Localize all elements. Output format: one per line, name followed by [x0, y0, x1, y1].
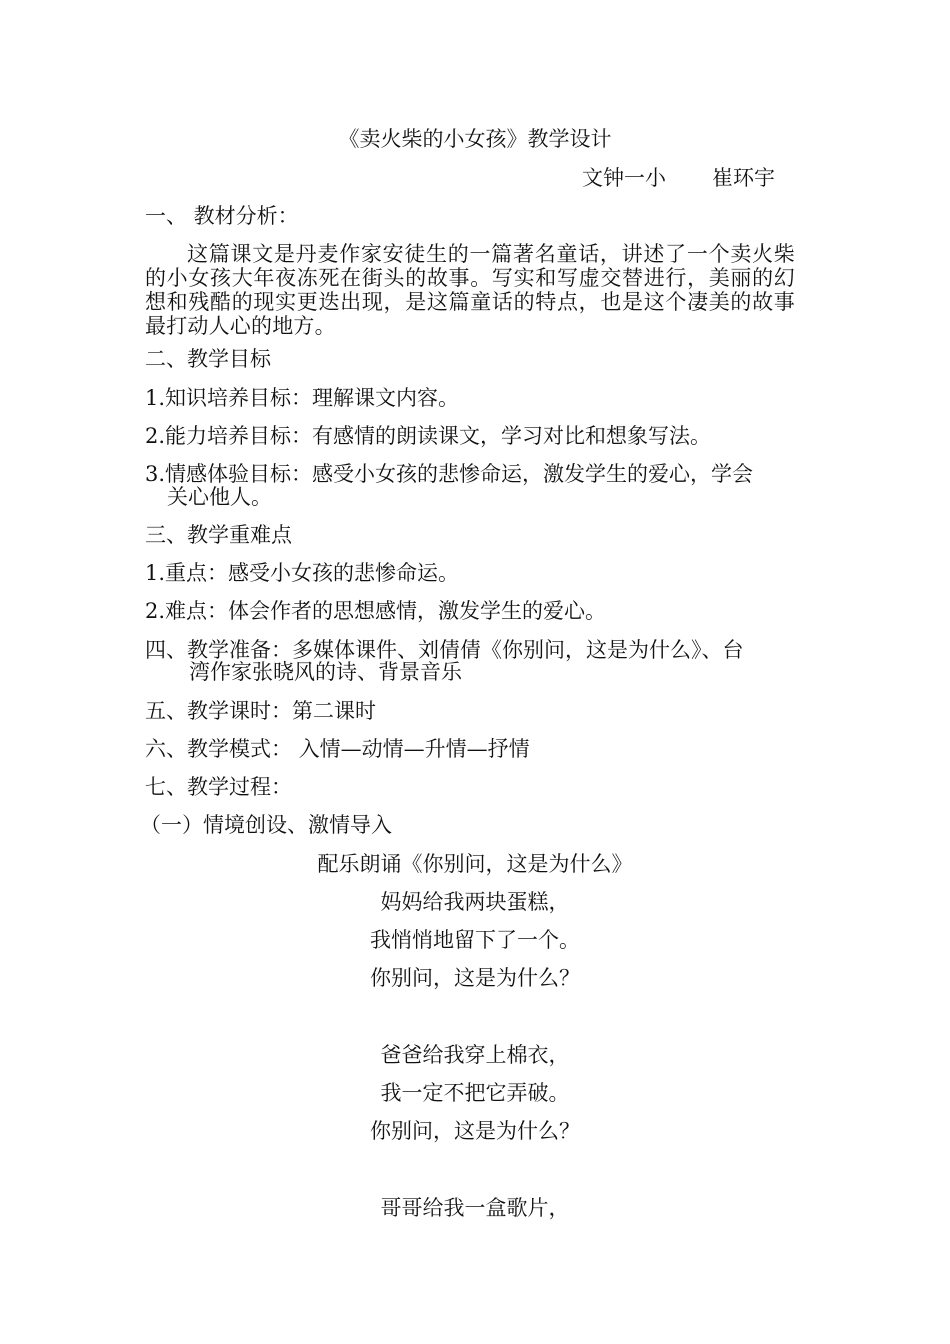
- poem-line: 妈妈给我两块蛋糕，: [380, 890, 570, 914]
- process-subheading-1: （一）情境创设、激情导入: [140, 813, 392, 837]
- section-heading-key-points: 三、教学重难点: [145, 523, 292, 547]
- author-school: 文钟一小: [582, 166, 666, 190]
- poem-line: 我悄悄地留下了一个。: [370, 928, 580, 952]
- poem-line: 哥哥给我一盒歌片，: [380, 1196, 570, 1220]
- goal-item-1: 1.知识培养目标：理解课文内容。: [145, 386, 460, 410]
- section-heading-process: 七、教学过程：: [145, 775, 292, 799]
- analysis-paragraph: 这篇课文是丹麦作家安徒生的一篇著名童话，讲述了一个卖火柴的小女孩大年夜冻死在街头的故事。写实和写虚交替进行，美丽的幻想和残酷的现实更迭出现，是这篇童话的特点，也是这个凄美的故事最打动人心的地方。: [145, 242, 795, 338]
- key-point-1: 1.重点：感受小女孩的悲惨命运。: [145, 561, 460, 585]
- preparation-line-1: 四、教学准备：多媒体课件、刘倩倩《你别问，这是为什么》、台: [145, 638, 744, 662]
- key-point-2: 2.难点：体会作者的思想感情，激发学生的爱心。: [145, 599, 607, 623]
- preparation-line-2: 湾作家张晓风的诗、背景音乐: [189, 660, 462, 684]
- section-heading-analysis: 一、 教材分析：: [145, 204, 299, 228]
- document-title: 《卖火柴的小女孩》教学设计: [338, 127, 612, 151]
- poem-heading: 配乐朗诵《你别问，这是为什么》: [317, 852, 633, 876]
- teaching-mode: 六、教学模式： 入情—动情—升情—抒情: [145, 737, 530, 761]
- poem-line: 你别问，这是为什么？: [370, 1119, 580, 1143]
- poem-line: 我一定不把它弄破。: [380, 1081, 570, 1105]
- goal-item-2: 2.能力培养目标：有感情的朗读课文，学习对比和想象写法。: [145, 424, 712, 448]
- goal-item-3-line-2: 关心他人。: [167, 485, 272, 509]
- author-name: 崔环宇: [712, 166, 775, 190]
- poem-line: 爸爸给我穿上棉衣，: [380, 1043, 570, 1067]
- goal-item-3-line-1: 3.情感体验目标：感受小女孩的悲惨命运，激发学生的爱心，学会: [145, 462, 754, 486]
- poem-line: 你别问，这是为什么？: [370, 966, 580, 990]
- class-hours: 五、教学课时：第二课时: [145, 699, 376, 723]
- author-line: [582, 166, 775, 190]
- section-heading-goals: 二、教学目标: [145, 347, 271, 371]
